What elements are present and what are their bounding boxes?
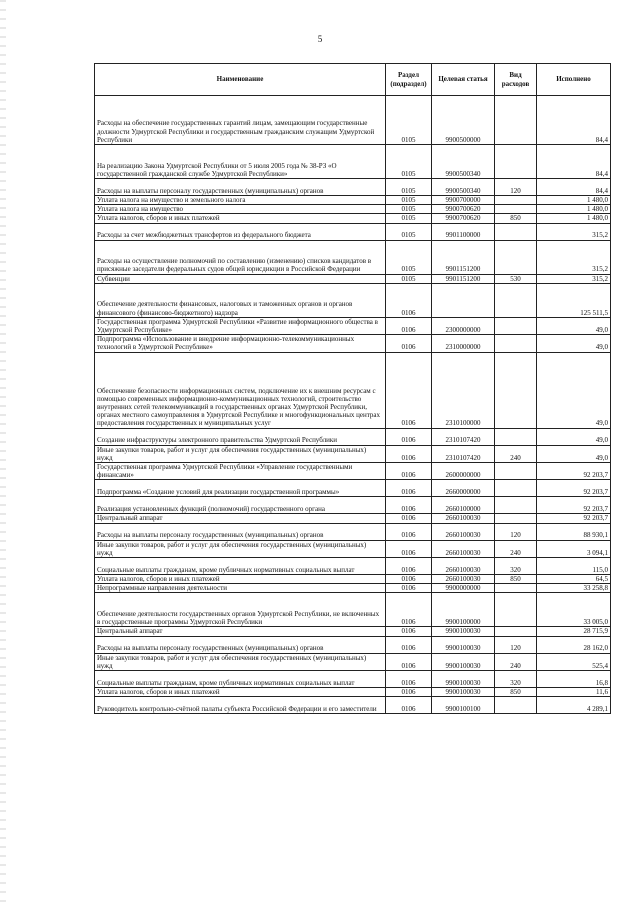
table-cell-section: 0106 (386, 463, 432, 480)
page-number: 5 (317, 34, 323, 44)
table-row (95, 274, 611, 283)
table-cell-kind (495, 145, 537, 179)
table-cell-kind: 530 (495, 274, 537, 283)
table-cell-done: 49,0 (537, 352, 611, 428)
table-cell-name: Иные закупки товаров, работ и услуг для обеспечения государственных (муниципальных) нужд (95, 445, 386, 462)
header-name: Наименование (95, 64, 386, 96)
table-cell-done: 1 480,0 (537, 205, 611, 214)
table-cell-kind (495, 283, 537, 317)
table-cell-article: 2310100000 (432, 352, 495, 428)
table-row (95, 283, 611, 317)
table-cell-section: 0106 (386, 445, 432, 462)
table-cell-section: 0106 (386, 688, 432, 697)
table-cell-kind (495, 335, 537, 352)
table-row (95, 558, 611, 575)
table-row (95, 523, 611, 540)
table-cell-section: 0106 (386, 540, 432, 557)
header-section: Раздел (подраздел) (386, 64, 432, 96)
table-row (95, 697, 611, 714)
table-cell-article: 9901151200 (432, 240, 495, 274)
table-cell-article: 9900500000 (432, 96, 495, 145)
table-cell-article (432, 283, 495, 317)
table-cell-done: 315,2 (537, 274, 611, 283)
table-cell-article: 2660100030 (432, 558, 495, 575)
table-row (95, 428, 611, 445)
table-cell-name: Уплата налогов, сборов и иных платежей (95, 575, 386, 584)
table-row (95, 145, 611, 179)
table-cell-done: 11,6 (537, 688, 611, 697)
table-cell-name: Субвенции (95, 274, 386, 283)
table-cell-name: Уплата налога на имущество (95, 205, 386, 214)
table-cell-kind (495, 96, 537, 145)
table-cell-article: 2660100030 (432, 575, 495, 584)
table-cell-article: 2310107420 (432, 428, 495, 445)
table-row (95, 627, 611, 636)
table-cell-name: Уплата налогов, сборов и иных платежей (95, 214, 386, 223)
table-row (95, 540, 611, 557)
table-cell-article: 9900100030 (432, 671, 495, 688)
table-cell-kind (495, 196, 537, 205)
table-cell-kind: 850 (495, 688, 537, 697)
table-cell-kind (495, 514, 537, 523)
table-cell-kind: 850 (495, 575, 537, 584)
table-cell-section: 0105 (386, 223, 432, 240)
table-cell-name: Обеспечение безопасности информационных систем, подключение их к внешним ресурсам с помощью современных информационно-коммуникационных технологий, строительство внутренних сетей телекоммуникаций в государственных органах Удмуртской Республики, органах местного самоуправления в Удмуртской Республике и многофункциональных центрах предоставления государственных и муниципальных услуг (95, 352, 386, 428)
table-cell-kind: 120 (495, 636, 537, 653)
table-cell-article: 9900100100 (432, 697, 495, 714)
table-cell-section: 0105 (386, 196, 432, 205)
table-cell-done: 84,4 (537, 145, 611, 179)
table-cell-section: 0106 (386, 317, 432, 334)
table-cell-article: 9900500340 (432, 179, 495, 196)
table-cell-done: 125 511,5 (537, 283, 611, 317)
table-cell-done: 315,2 (537, 240, 611, 274)
table-cell-section: 0105 (386, 214, 432, 223)
table-cell-name: Иные закупки товаров, работ и услуг для обеспечения государственных (муниципальных) нужд (95, 653, 386, 670)
table-cell-done: 28 715,9 (537, 627, 611, 636)
table-cell-done: 28 162,0 (537, 636, 611, 653)
table-cell-section: 0106 (386, 653, 432, 670)
table-cell-name: Расходы на выплаты персоналу государственных (муниципальных) органов (95, 179, 386, 196)
table-cell-kind: 240 (495, 445, 537, 462)
table-cell-name: Непрограммные направления деятельности (95, 584, 386, 593)
table-cell-section: 0105 (386, 274, 432, 283)
table-cell-section: 0106 (386, 335, 432, 352)
table-cell-section: 0106 (386, 593, 432, 627)
table-cell-kind (495, 497, 537, 514)
table-cell-done: 88 930,1 (537, 523, 611, 540)
table-row (95, 497, 611, 514)
table-cell-kind (495, 593, 537, 627)
table-cell-name: Уплата налогов, сборов и иных платежей (95, 688, 386, 697)
table-cell-name: Центральный аппарат (95, 514, 386, 523)
header-article: Целевая статья (432, 64, 495, 96)
table-cell-section: 0106 (386, 697, 432, 714)
table-row (95, 593, 611, 627)
table-body (95, 96, 611, 714)
table-cell-name: Руководитель контрольно-счётной палаты субъекта Российской Федерации и его заместители (95, 697, 386, 714)
table-cell-kind (495, 697, 537, 714)
table-row (95, 671, 611, 688)
table-cell-name: Государственная программа Удмуртской Республики «Управление государственными финансами» (95, 463, 386, 480)
table-cell-name: Создание инфраструктуры электронного правительства Удмуртской Республики (95, 428, 386, 445)
table-row (95, 514, 611, 523)
table-cell-article: 2310107420 (432, 445, 495, 462)
table-cell-kind: 850 (495, 214, 537, 223)
table-cell-article: 2660000000 (432, 480, 495, 497)
table-cell-article: 9900100030 (432, 688, 495, 697)
table-cell-name: Социальные выплаты гражданам, кроме публичных нормативных социальных выплат (95, 671, 386, 688)
table-cell-section: 0106 (386, 636, 432, 653)
table-cell-article: 2660100000 (432, 497, 495, 514)
table-cell-section: 0106 (386, 558, 432, 575)
table-cell-name: Уплата налога на имущество и земельного налога (95, 196, 386, 205)
table-cell-kind (495, 584, 537, 593)
table-cell-name: Расходы на осуществление полномочий по составлению (изменению) списков кандидатов в присяжные заседатели федеральных судов общей юрисдикции в Российской Федерации (95, 240, 386, 274)
table-cell-name: Центральный аппарат (95, 627, 386, 636)
table-cell-kind (495, 627, 537, 636)
table-row (95, 480, 611, 497)
table-cell-section: 0106 (386, 671, 432, 688)
table-cell-article: 9900700620 (432, 214, 495, 223)
table-cell-done: 1 480,0 (537, 196, 611, 205)
table-row (95, 463, 611, 480)
table-cell-article: 9900100030 (432, 627, 495, 636)
table-cell-done: 115,0 (537, 558, 611, 575)
table-row (95, 653, 611, 670)
table-cell-name: Расходы на обеспечение государственных гарантий лицам, замещающим государственные должности Удмуртской Республики и государственным гражданским служащим Удмуртской Республики (95, 96, 386, 145)
table-cell-done: 49,0 (537, 335, 611, 352)
table-cell-section: 0106 (386, 575, 432, 584)
table-row (95, 317, 611, 334)
table-cell-section: 0105 (386, 145, 432, 179)
table-header-row (95, 64, 611, 96)
table-cell-article: 9900000000 (432, 584, 495, 593)
table-cell-done: 92 203,7 (537, 514, 611, 523)
table-cell-kind: 240 (495, 540, 537, 557)
table-cell-name: Подпрограмма «Создание условий для реализации государственной программы» (95, 480, 386, 497)
table-cell-done: 49,0 (537, 317, 611, 334)
table-cell-section: 0105 (386, 179, 432, 196)
table-row (95, 214, 611, 223)
table-row (95, 352, 611, 428)
table-cell-kind: 120 (495, 523, 537, 540)
table-cell-name: Социальные выплаты гражданам, кроме публичных нормативных социальных выплат (95, 558, 386, 575)
table-cell-section: 0106 (386, 428, 432, 445)
table-cell-article: 9900700000 (432, 196, 495, 205)
table-row (95, 584, 611, 593)
table-cell-section: 0106 (386, 497, 432, 514)
table-cell-article: 2600000000 (432, 463, 495, 480)
table-cell-article: 9900100030 (432, 653, 495, 670)
table-cell-kind: 240 (495, 653, 537, 670)
table-cell-done: 92 203,7 (537, 480, 611, 497)
table-cell-article: 2660100030 (432, 540, 495, 557)
table-cell-kind: 320 (495, 671, 537, 688)
table-cell-done: 33 005,0 (537, 593, 611, 627)
table-cell-article: 9900700620 (432, 205, 495, 214)
table-row (95, 196, 611, 205)
table-cell-section: 0106 (386, 523, 432, 540)
table-cell-kind (495, 352, 537, 428)
table-cell-name: Расходы на выплаты персоналу государственных (муниципальных) органов (95, 523, 386, 540)
table-cell-done: 3 094,1 (537, 540, 611, 557)
table-cell-done: 49,0 (537, 445, 611, 462)
table-cell-done: 16,8 (537, 671, 611, 688)
budget-execution-table (94, 63, 611, 714)
table-cell-kind (495, 480, 537, 497)
table-cell-name: На реализацию Закона Удмуртской Республики от 5 июля 2005 года № 38-РЗ «О государственной гражданской службе Удмуртской Республики» (95, 145, 386, 179)
table-cell-article: 2310000000 (432, 335, 495, 352)
table-cell-section: 0106 (386, 352, 432, 428)
table-cell-section: 0106 (386, 480, 432, 497)
table-cell-kind (495, 317, 537, 334)
table-cell-section: 0106 (386, 584, 432, 593)
table-row (95, 636, 611, 653)
table-cell-name: Обеспечение деятельности государственных органов Удмуртской Республики, не включенных в государственные программы Удмуртской Республики (95, 593, 386, 627)
table-cell-article: 9900100000 (432, 593, 495, 627)
table-row (95, 240, 611, 274)
table-cell-article: 2660100030 (432, 523, 495, 540)
table-cell-name: Расходы за счет межбюджетных трансфертов из федерального бюджета (95, 223, 386, 240)
table-cell-name: Обеспечение деятельности финансовых, налоговых и таможенных органов и органов финансового (финансово-бюджетного) надзора (95, 283, 386, 317)
table-cell-article: 9900500340 (432, 145, 495, 179)
table-cell-section: 0105 (386, 205, 432, 214)
table-cell-name: Реализация установленных функций (полномочий) государственного органа (95, 497, 386, 514)
table-row (95, 575, 611, 584)
table-cell-section: 0106 (386, 283, 432, 317)
table-cell-kind: 320 (495, 558, 537, 575)
table-cell-name: Расходы на выплаты персоналу государственных (муниципальных) органов (95, 636, 386, 653)
table-row (95, 179, 611, 196)
table-cell-kind (495, 240, 537, 274)
table-cell-kind (495, 205, 537, 214)
table-row (95, 335, 611, 352)
table-cell-article: 9901100000 (432, 223, 495, 240)
table-cell-section: 0106 (386, 627, 432, 636)
table-row (95, 223, 611, 240)
table-cell-section: 0105 (386, 240, 432, 274)
table-cell-article: 2660100030 (432, 514, 495, 523)
header-done: Исполнено (537, 64, 611, 96)
table-cell-done: 64,5 (537, 575, 611, 584)
table-cell-done: 525,4 (537, 653, 611, 670)
scan-edge-marks (0, 0, 6, 905)
table-cell-done: 84,4 (537, 96, 611, 145)
table-cell-kind: 120 (495, 179, 537, 196)
table-cell-done: 92 203,7 (537, 497, 611, 514)
table-cell-article: 2300000000 (432, 317, 495, 334)
table-row (95, 205, 611, 214)
table-cell-article: 9901151200 (432, 274, 495, 283)
table-row (95, 96, 611, 145)
table-row (95, 688, 611, 697)
table-cell-done: 33 258,8 (537, 584, 611, 593)
table-cell-name: Иные закупки товаров, работ и услуг для обеспечения государственных (муниципальных) нужд (95, 540, 386, 557)
table-cell-done: 92 203,7 (537, 463, 611, 480)
header-kind: Вид расходов (495, 64, 537, 96)
table-cell-done: 315,2 (537, 223, 611, 240)
table-cell-kind (495, 223, 537, 240)
table-cell-section: 0105 (386, 96, 432, 145)
table-cell-done: 49,0 (537, 428, 611, 445)
table-cell-done: 84,4 (537, 179, 611, 196)
table-cell-kind (495, 428, 537, 445)
table-cell-done: 4 289,1 (537, 697, 611, 714)
table-cell-name: Подпрограмма «Использование и внедрение информационно-телекоммуникационных технологий в Удмуртской Республике» (95, 335, 386, 352)
table-cell-section: 0106 (386, 514, 432, 523)
table-cell-article: 9900100030 (432, 636, 495, 653)
table-cell-done: 1 480,0 (537, 214, 611, 223)
table-cell-kind (495, 463, 537, 480)
table-cell-name: Государственная программа Удмуртской Республики «Развитие информационного общества в Удмуртской Республике» (95, 317, 386, 334)
table-row (95, 445, 611, 462)
